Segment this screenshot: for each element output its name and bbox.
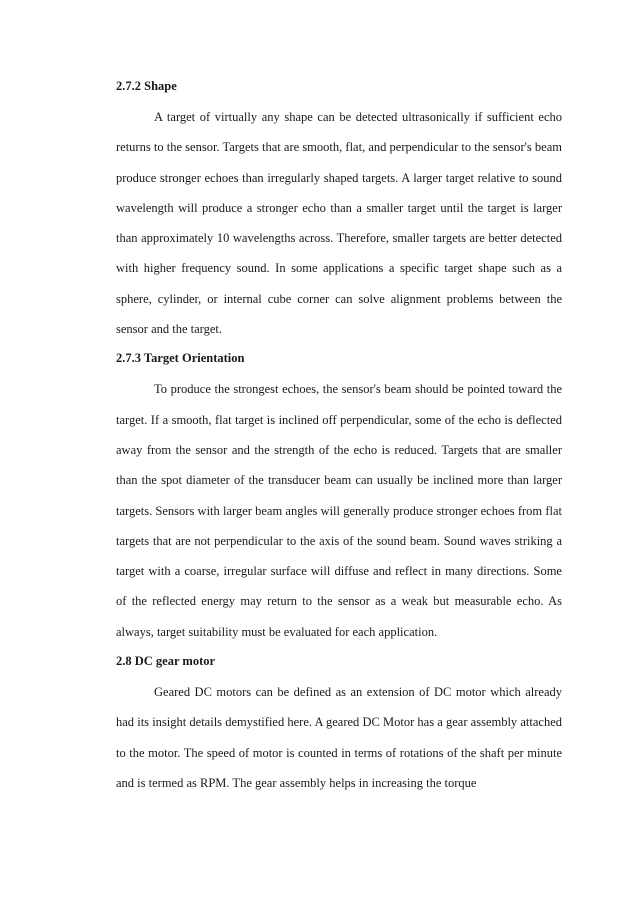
- document-page: [116, 72, 562, 798]
- section-heading: 2.7.3 Target Orientation: [116, 351, 245, 366]
- section-target-orientation: [116, 344, 562, 647]
- section-paragraph: To produce the strongest echoes, the sensor's beam should be pointed toward the target. If a smooth, flat target is inclined off perpendicular, some of the echo is deflected away from the sensor and the strength of the echo is reduced. Targets that are smaller than the spot diameter of the transducer beam can usually be inclined more than larger targets. Sensors with larger beam angles will generally produce stronger echoes from flat targets that are not perpendicular to the axis of the sound beam. Sound waves striking a target with a coarse, irregular surface will diffuse and reflect in many directions. Some of the reflected energy may return to the sensor as a weak but measurable echo. As always, target suitability must be evaluated for each application.: [116, 382, 562, 639]
- section-heading: 2.8 DC gear motor: [116, 654, 216, 669]
- section-paragraph: Geared DC motors can be defined as an extension of DC motor which already had its insight details demystified here. A geared DC Motor has a gear assembly attached to the motor. The speed of motor is counted in terms of rotations of the shaft per minute and is termed as RPM. The gear assembly helps in increasing the torque: [116, 685, 562, 790]
- section-shape: [116, 72, 562, 344]
- section-paragraph: A target of virtually any shape can be detected ultrasonically if sufficient echo returns to the sensor. Targets that are smooth, flat, and perpendicular to the sensor's beam produce stronger echoes than irregularly shaped targets. A larger target relative to sound wavelength will produce a stronger echo than a smaller target until the target is larger than approximately 10 wavelengths across. Therefore, smaller targets are better detected with higher frequency sound. In some applications a specific target shape such as a sphere, cylinder, or internal cube corner can solve alignment problems between the sensor and the target.: [116, 110, 562, 337]
- section-dc-gear-motor: [116, 647, 562, 798]
- section-heading: 2.7.2 Shape: [116, 79, 177, 93]
